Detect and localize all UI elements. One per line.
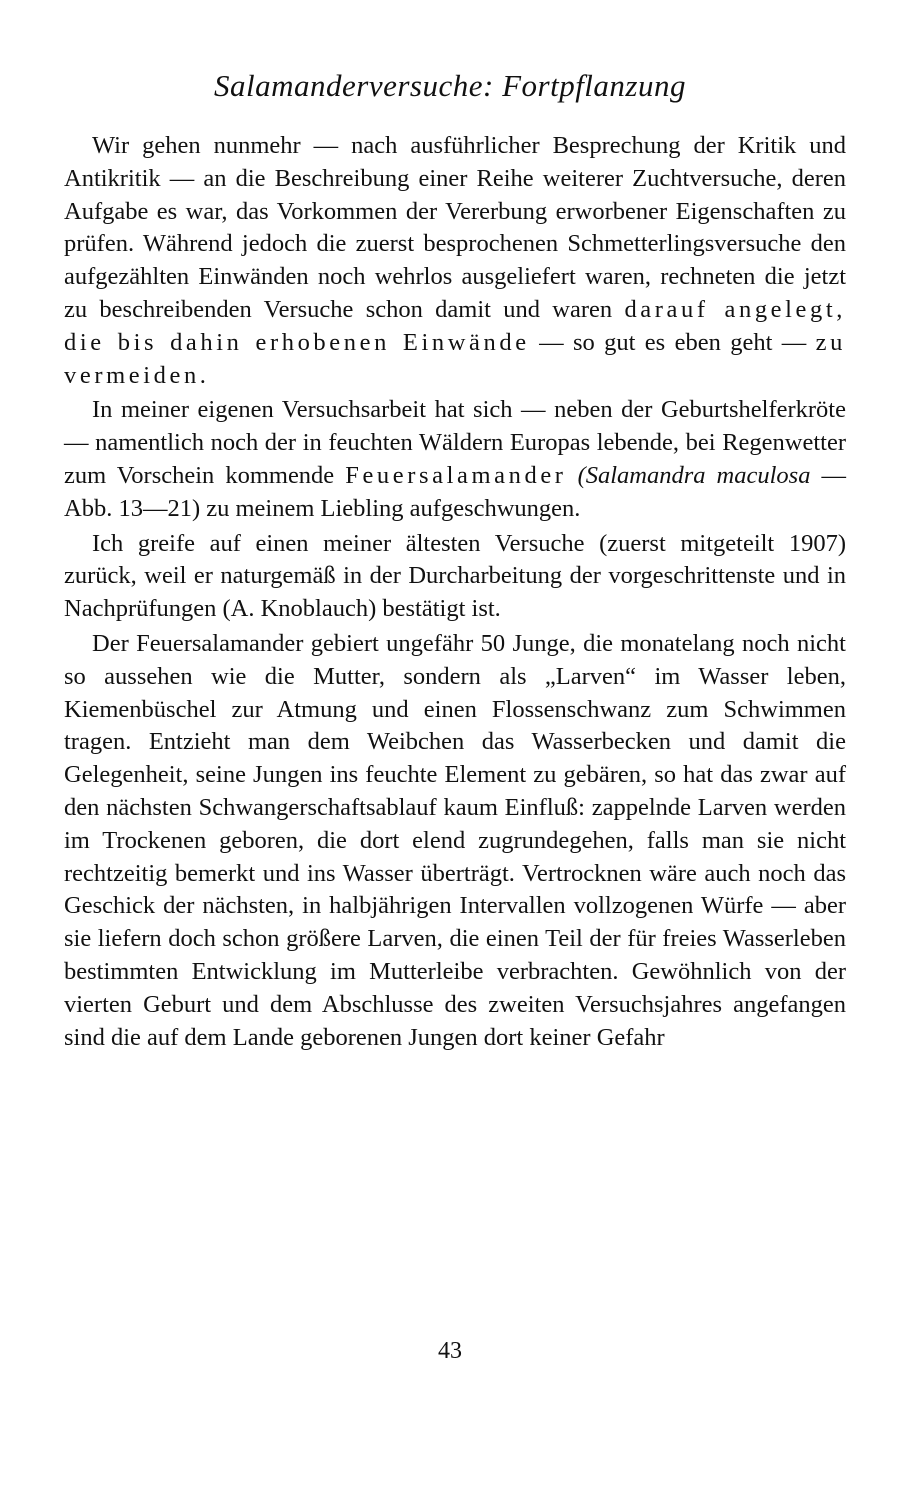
paragraph-1-text: Wir gehen nunmehr — nach ausführlicher Besprechung der Kritik und Antikritik — an die Beschreibung einer Reihe weiterer Zuchtversuche, deren Aufgabe es war, das Vorkommen der Vererbung erworbener Eigenschaften zu prüfen. Während jedoch die zuerst besprochenen Schmetterlingsversuche den aufgezählten Einwänden noch wehrlos ausgeliefert waren, rechneten die jetzt zu beschreibenden Versuche schon damit und waren: [64, 132, 846, 323]
paragraph-1: [64, 130, 846, 392]
paragraph-1-emphasis: darauf angelegt, die bis dahin erhobenen Einwände: [64, 295, 847, 356]
paragraph-3: Ich greife auf einen meiner ältesten Versuche (zuerst mitgeteilt 1907) zurück, weil er naturgemäß in der Durcharbeitung der vorgeschrittenste und in Nachprüfungen (A. Knoblauch) bestätigt ist.: [64, 529, 846, 623]
paragraph-1-text-continued: — so gut es eben geht —: [529, 328, 816, 356]
page-number: 43: [438, 1338, 462, 1364]
paragraph-2-text-continued: — Abb. 13—21) zu meinem Liebling aufgeschwungen.: [64, 461, 846, 522]
paragraph-2: [64, 394, 846, 525]
paragraph-2-emphasis: Feuersalamander: [345, 461, 567, 489]
running-title: Salamanderversuche: Fortpflanzung: [214, 68, 686, 103]
paragraph-4: Der Feuersalamander gebiert ungefähr 50 Junge, die monatelang noch nicht so aussehen wie die Mutter, sondern als „Larven“ im Wasser leben, Kiemenbüschel zur Atmung und einen Flossenschwanz zum Schwimmen tragen. Entzieht man dem Weibchen das Wasserbecken und damit die Gelegenheit, seine Jungen ins feuchte Element zu gebären, so hat das zwar auf den nächsten Schwangerschaftsablauf kaum Einfluß: zappelnde Larven werden im Trockenen geboren, die dort elend zugrundegehen, falls man sie nicht rechtzeitig bemerkt und ins Wasser überträgt. Vertrocknen wäre auch noch das Geschick der nächsten, in halbjährigen Intervallen vollzogenen Würfe — aber sie liefern doch schon größere Larven, die einen Teil der für freies Wasserleben bestimmten Entwicklung im Mutterleibe verbrachten. Gewöhnlich von der vierten Geburt und dem Abschlusse des zweiten Versuchsjahres angefangen sind die auf dem Lande geborenen Jungen dort keiner Gefahr: [64, 629, 846, 1051]
paragraph-2-text: In meiner eigenen Versuchsarbeit hat sich — neben der Geburtshelferkröte — namentlich noch der in feuchten Wäldern Europas lebende, bei Regenwetter zum Vorschein kommende: [64, 396, 846, 489]
body-text: [64, 130, 846, 1054]
species-name: (Salamandra maculosa: [566, 461, 811, 489]
paragraph-1-emphasis-end: zu vermeiden.: [64, 328, 846, 389]
